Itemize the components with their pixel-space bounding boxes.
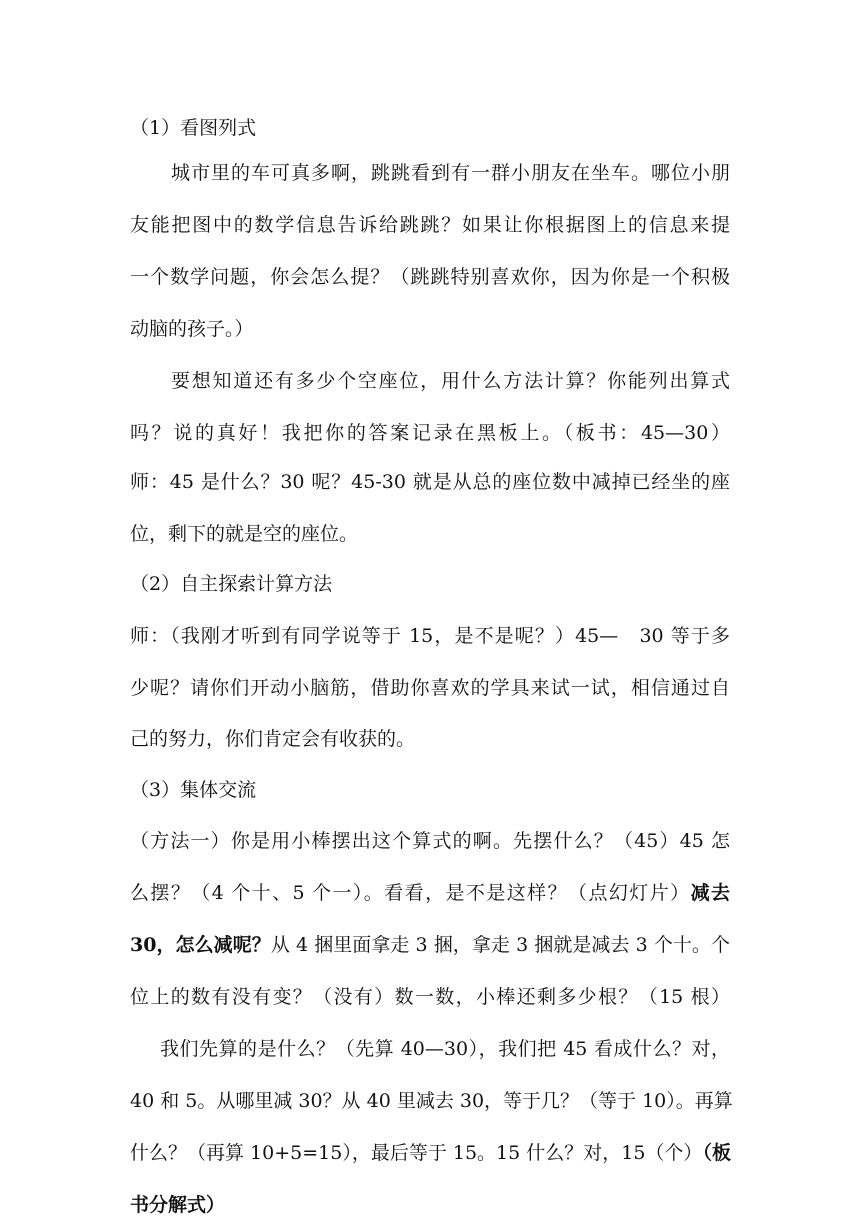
bold-text-run: 30，怎么减呢？ (130, 934, 271, 956)
paragraph-line: 要想知道还有多少个空座位，用什么方法计算？你能列出算式 (171, 370, 730, 392)
paragraph-line: 少呢？请你们开动小脑筋，借助你喜欢的学具来试一试，相信通过自 (130, 677, 730, 699)
paragraph-line: 友能把图中的数学信息告诉给跳跳？如果让你根据图上的信息来提 (130, 214, 730, 236)
paragraph-line (130, 933, 730, 957)
paragraph-line: 吗？说的真好！我把你的答案记录在黑板上。（板书：45—30） (130, 422, 730, 444)
paragraph-line: 己的努力，你们肯定会有收获的。 (130, 728, 416, 750)
paragraph-line (130, 881, 730, 905)
section-heading-3: （3）集体交流 (130, 779, 257, 801)
paragraph-line (130, 1141, 730, 1165)
paragraph-line: 位上的数有没有变？（没有）数一数，小棒还剩多少根？（15 根） (130, 986, 730, 1008)
paragraph-line: 动脑的孩子。） (130, 318, 254, 340)
paragraph-line: 师：（我刚才听到有同学说等于 15，是不是呢？）45— 30 等于多 (130, 625, 730, 647)
paragraph-line: 一个数学问题，你会怎么提？（跳跳特别喜欢你，因为你是一个积极 (130, 266, 730, 288)
paragraph-line: 我们先算的是什么？（先算 40—30），我们把 45 看成什么？对， (160, 1038, 730, 1060)
paragraph-line: 城市里的车可真多啊，跳跳看到有一群小朋友在坐车。哪位小朋 (171, 162, 730, 184)
section-heading-1: （1）看图列式 (130, 117, 257, 139)
paragraph-line (130, 1193, 730, 1217)
paragraph-line: 师：45 是什么？30 呢？45-30 就是从总的座位数中减掉已经坐的座 (130, 471, 730, 493)
text-run: 么摆？（4 个十、5 个一）。看看，是不是这样？（点幻灯片） (130, 882, 691, 904)
bold-text-run: （板 (702, 1142, 731, 1164)
paragraph-line: 40 和 5。从哪里减 30？从 40 里减去 30，等于几？（等于 10）。再算 (130, 1090, 733, 1112)
text-run: 从 4 捆里面拿走 3 捆，拿走 3 捆就是减去 3 个十。个 (270, 934, 730, 956)
section-heading-2: （2）自主探索计算方法 (130, 573, 333, 595)
bold-text-run: 书分解式） (130, 1194, 226, 1216)
paragraph-line: （方法一）你是用小棒摆出这个算式的啊。先摆什么？（45）45 怎 (130, 830, 730, 852)
paragraph-line: 位，剩下的就是空的座位。 (130, 523, 359, 545)
text-run: 什么？（再算 10+5=15），最后等于 15。15 什么？对，15（个） (130, 1142, 703, 1164)
bold-text-run: 减去 (690, 882, 730, 904)
